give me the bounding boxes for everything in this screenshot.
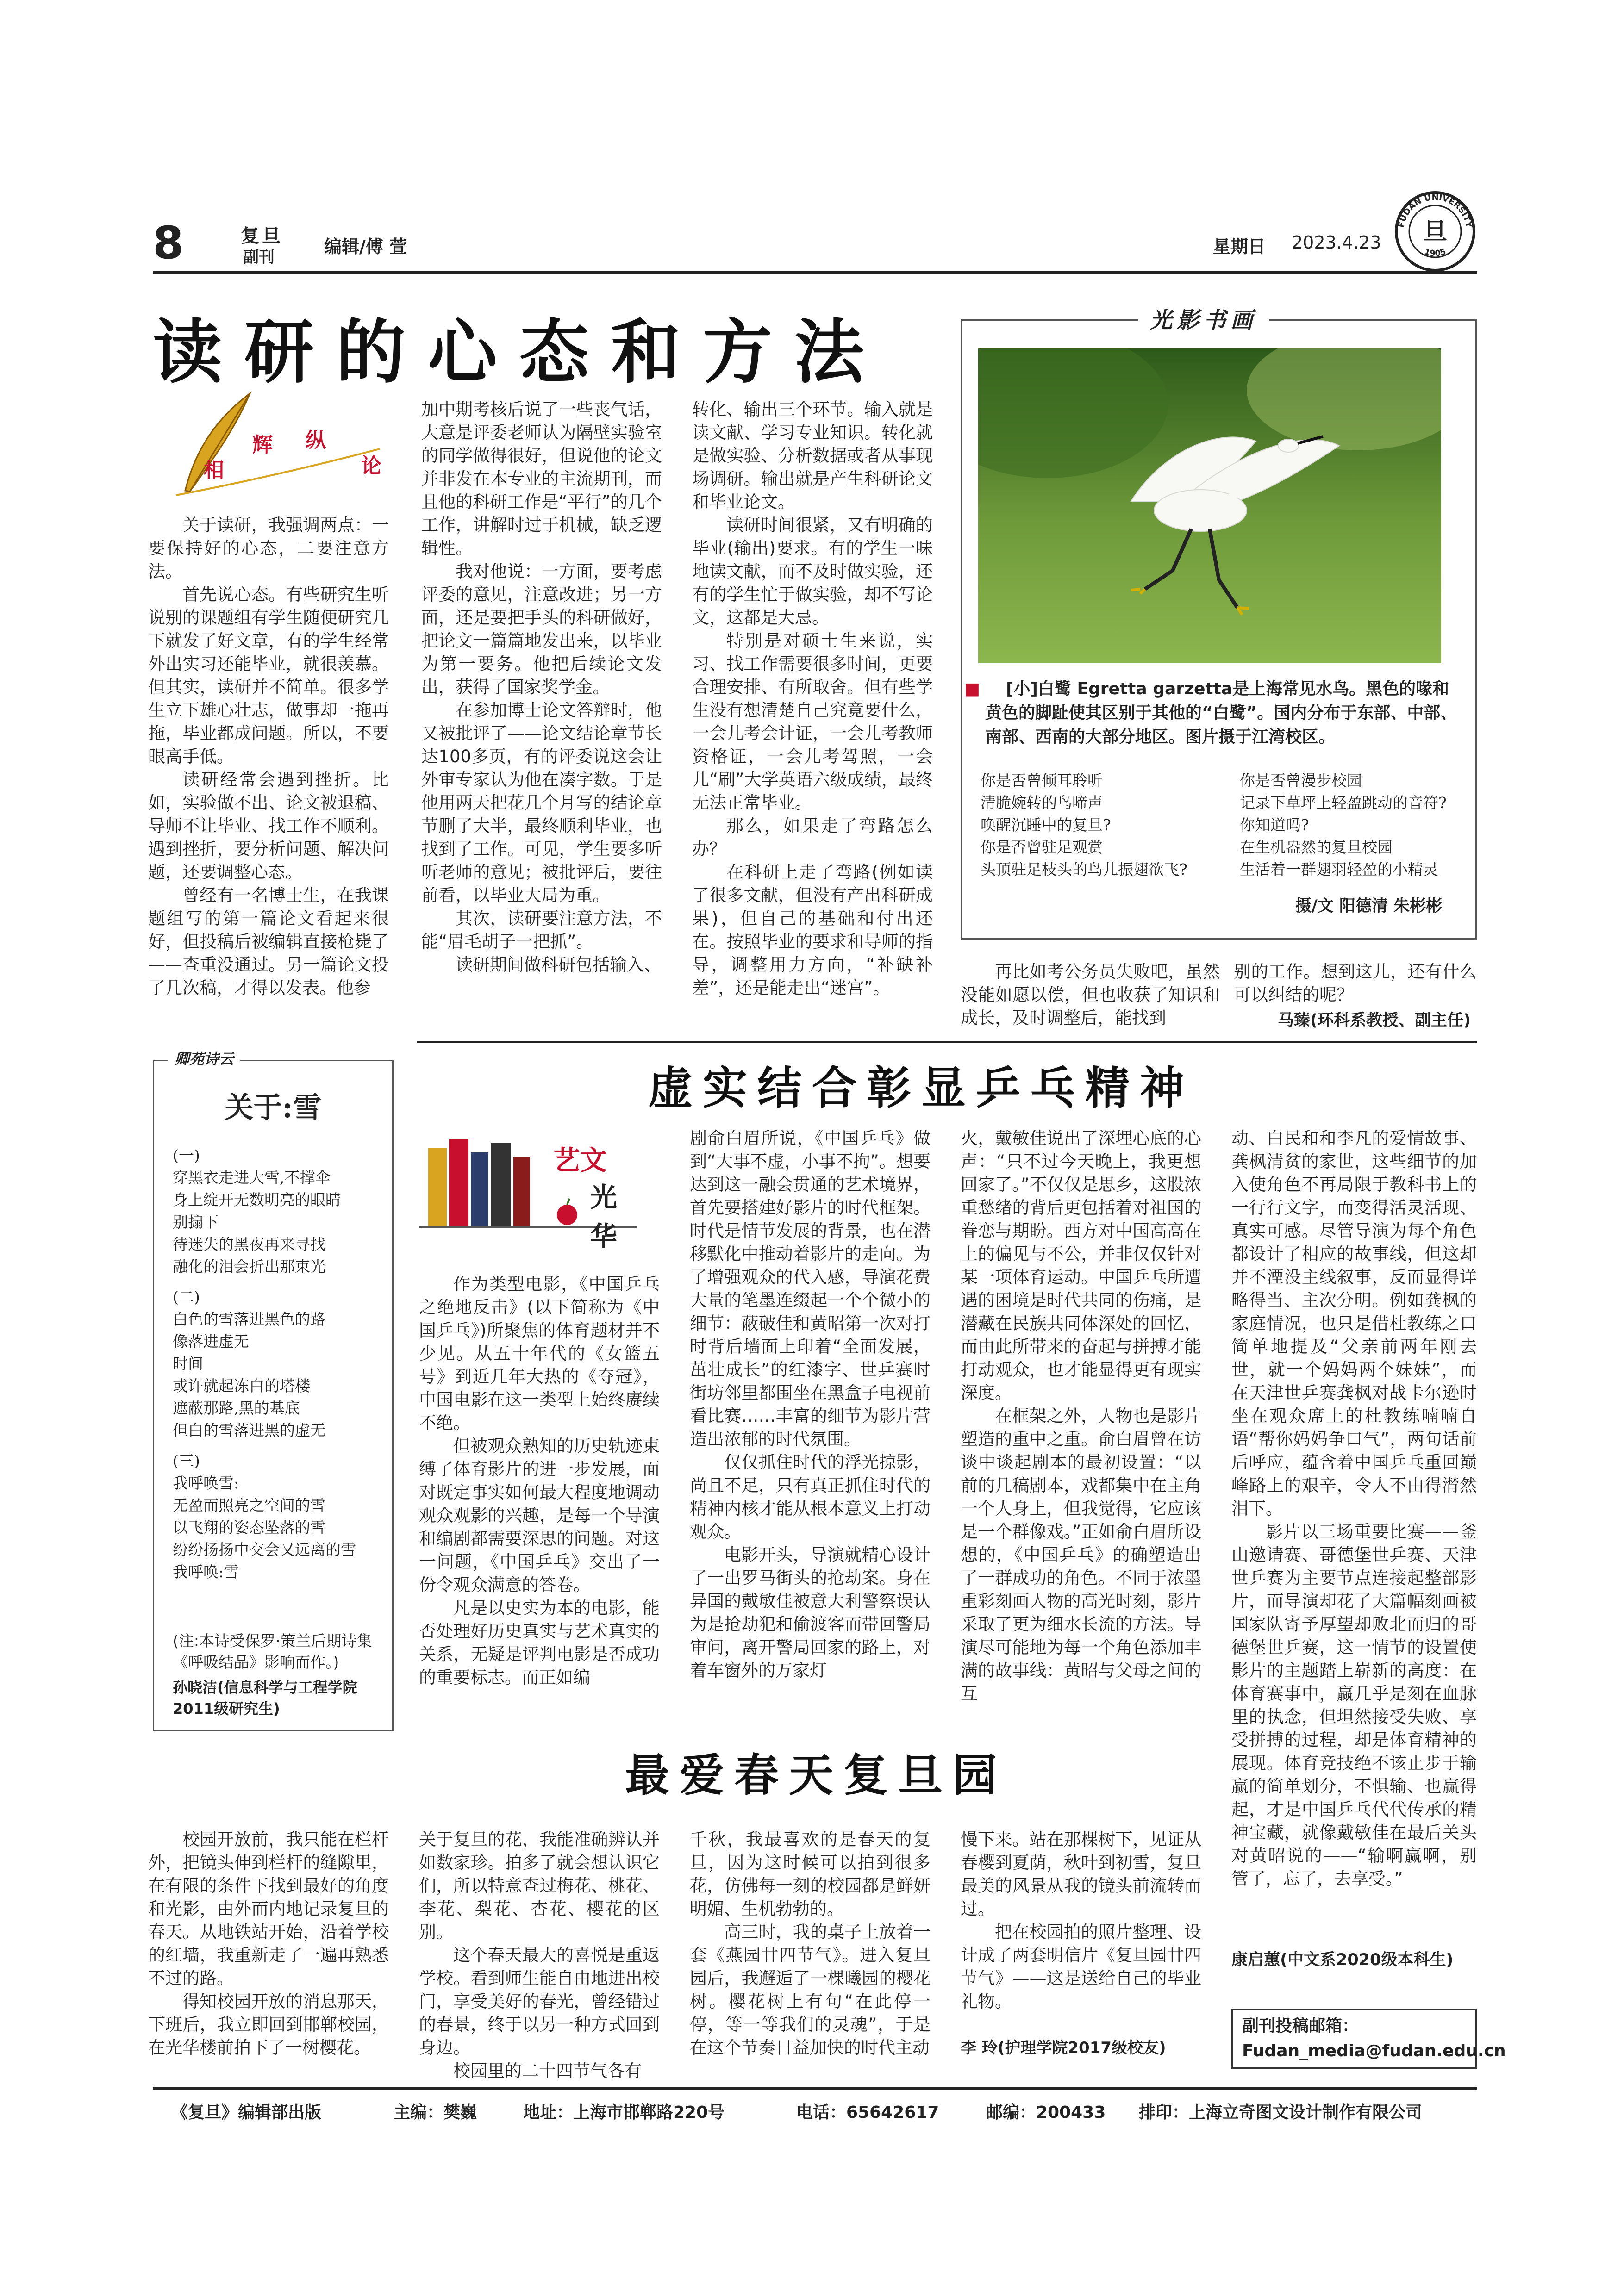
poem-section-1 (173, 1145, 386, 1278)
article3-col3 (690, 1828, 931, 2060)
caption-marker: ■ (964, 679, 981, 698)
article2-col1-p2: 但被观众熟知的历史轨迹束缚了体育影片的进一步发展，面对既定事实如何最大程度地调动观众观影的兴趣，是每一个导演和编剧都需要深思的问题。对这一问题，《中国乒乓》交出了一份令观众满意的答卷。 (419, 1436, 660, 1595)
quill-icon (157, 384, 389, 500)
photo-poem-left-3: 唤醒沉睡中的复旦? (981, 816, 1111, 834)
photo-poem-right-4: 在生机盎然的复旦校园 (1240, 838, 1393, 856)
article3-col1-p1: 校园开放前，我只能在栏杆外，把镜头伸到栏杆的缝隙里，在有限的条件下找到最好的角度和光影，由外而内地记录复旦的春天。从地铁站开始，沿着学校的红墙，我重新走了一遍再熟悉不过的路。 (148, 1829, 389, 1988)
article1-col2-p1: 加中期考核后说了一些丧气话，大意是评委老师认为隔壁实验室的同学做得很好，但说他的论文并非发在本专业的主流期刊，而且他的科研工作是“平行”的几个工作，讲解时过于机械，缺乏逻辑性。 (421, 399, 662, 558)
photo-column-title (1138, 302, 1269, 334)
poem-line: 我呼唤雪: (173, 1474, 239, 1492)
article1-author: 马臻(环科系教授、副主任) (1278, 1011, 1471, 1030)
egret-photo-image (978, 348, 1441, 663)
article2-author: 康启蕙(中文系2020级本科生) (1231, 1951, 1454, 1969)
photo-poem-left (981, 770, 1221, 881)
weekday: 星期日 (1213, 236, 1266, 257)
article3-col4-p1: 慢下来。站在那棵树下，见证从春樱到夏荫，秋叶到初雪，复旦最美的风景从我的镜头前流转而过。 (961, 1829, 1201, 1919)
photo-poem-left-4: 你是否曾驻足观赏 (981, 838, 1103, 856)
editor-name: 编辑/傅 萱 (324, 236, 407, 257)
article1-col5 (1234, 960, 1477, 1007)
article2-col1 (419, 1273, 660, 1689)
footer-address: 地址：上海市邯郸路220号 (523, 2103, 725, 2122)
column-char-3: 纵 (306, 429, 326, 452)
article1-col1-p3: 读研经常会遇到挫折。比如，实验做不出、论文被退稿、导师不让毕业、找工作不顺利。遇到挫折，要分析问题、解决问题，还要调整心态。 (148, 770, 389, 882)
photo-caption (964, 677, 1457, 749)
poem-line: 融化的泪会折出那束光 (173, 1257, 325, 1276)
article2-col4 (1231, 1127, 1477, 1891)
poem-author: 孙晓洁(信息科学与工程学院2011级研究生) (173, 1679, 357, 1717)
footer-publisher: 《复旦》编辑部出版 (171, 2103, 322, 2122)
photo-poem-left-1: 你是否曾倾耳聆听 (981, 772, 1103, 790)
article1-col1 (148, 514, 389, 1000)
article1-col3-p2: 读研时间很紧，又有明确的毕业(输出)要求。有的学生一味地读文献，而不及时做实验，还有的学生忙于做实验，却不写论文，这都是大忌。 (692, 515, 933, 628)
poem-note: (注:本诗受保罗·策兰后期诗集《呼吸结晶》影响而作。) (173, 1632, 372, 1671)
article2-col1-p3: 凡是以史实为本的电影，能否处理好历史真实与艺术真实的关系，无疑是评判电影是否成功的重要标志。而正如编 (419, 1598, 660, 1687)
article1-title: 读研的心态和方法 (153, 311, 887, 393)
poem-line: 无盈而照亮之空间的雪 (173, 1496, 325, 1514)
photo-poem-right (1240, 770, 1471, 881)
poem-section-3 (173, 1450, 386, 1583)
contribute-label: 副刊投稿邮箱： (1242, 2016, 1359, 2035)
fudan-seal-icon (1393, 190, 1477, 273)
article3-col1 (148, 1828, 389, 2060)
article3-col4 (961, 1828, 1201, 2013)
article1-col4-p1: 再比如考公务员失败吧，虽然没能如愿以偿，但也收获了知识和成长，及时调整后，能找到 (961, 962, 1220, 1028)
poem-line: 别搧下 (173, 1213, 219, 1231)
article1-col1-p2: 首先说心态。有些研究生听说别的课题组有学生随便研究几下就发了好文章，有的学生经常外出实习还能毕业，就很羡慕。但其实，读研并不简单。很多学生立下雄心壮志，做事却一拖再拖，毕业都成问题。所以，不要眼高手低。 (148, 585, 389, 766)
article1-col3-p4: 那么，如果走了弯路怎么办？ (692, 816, 933, 859)
poem-line: 像落进虚无 (173, 1332, 249, 1350)
article2-col2-p2: 仅仅抓住时代的浮光掠影，尚且不足，只有真正抓住时代的精神内核才能从根本意义上打动观众。 (690, 1452, 931, 1542)
footer-rule (153, 2087, 1477, 2090)
poem-line: 时间 (173, 1355, 203, 1373)
logo-text: FUDAN UNIVERSITY (1396, 192, 1474, 229)
column-char-2: 辉 (252, 433, 273, 457)
photo-credit: 摄/文 阳德清 朱彬彬 (1295, 897, 1443, 915)
poem-line: 穿黑衣走进大雪,不撑伞 (173, 1169, 331, 1187)
poem-line: 遮蔽那路,黑的基底 (173, 1399, 300, 1417)
article1-col3-p5: 在科研上走了弯路(例如读了很多文献，但没有产出科研成果)，但自己的基础和付出还在。按照毕业的要求和导师的指导，调整用力方向，“补缺补差”，还是能走出“迷宫”。 (692, 862, 933, 998)
poem-line: 待迷失的黑夜再来寻找 (173, 1235, 325, 1253)
page-footer (153, 2099, 1477, 2127)
article3-title: 最爱春天复旦园 (625, 1749, 1007, 1801)
article2-col4-p1: 动、白民和和李凡的爱情故事、龚枫清贫的家世，这些细节的加入使角色不再局限于教科书上的一行行文字，而变得活灵活现、真实可感。尽管导演为每个角色都设计了相应的故事线，但这却并不湮没主线叙事，反而显得详略得当、主次分明。例如龚枫的家庭情况，也只是借杜教练之口简单地提及“父亲前两年刚去世，就一个妈妈两个妹妹”，而在天津世乒赛龚枫对战卡尔逊时坐在观众席上的杜教练喃喃自语“帮你妈妈争口气”，两句话前后呼应，蕴含着中国乒乓重回巅峰路上的艰辛，令人不由得潸然泪下。 (1231, 1128, 1477, 1518)
article2-col3-p1: 火，戴敏佳说出了深埋心底的心声：“只不过今天晚上，我更想回家了。”不仅仅是思乡，这股浓重愁绪的背后更包括着对祖国的眷恋与期盼。西方对中国高高在上的偏见与不公，并非仅仅针对某一项体育运动。中国乒乓所遭遇的困境是时代共同的伤痛，是潜藏在民族共同体深处的回忆，而由此所带来的奋起与拼搏才能打动观众，也才能显得更有现实深度。 (961, 1128, 1201, 1403)
poem-line: 身上绽开无数明亮的眼睛 (173, 1191, 341, 1209)
article3-col1-p2: 得知校园开放的消息那天，下班后，我立即回到邯郸校园，在光华楼前拍下了一树樱花。 (148, 1991, 389, 2058)
poem-title: 关于:雪 (225, 1090, 322, 1124)
date: 2023.4.23 (1292, 232, 1381, 253)
column-logo-yiwen (419, 1129, 641, 1252)
poem-body (173, 1145, 386, 1583)
article1-col3-p1: 转化、输出三个环节。输入就是读文献、学习专业知识。转化就是做实验、分析数据或者从事现场调研。输出就是产生科研论文和毕业论文。 (692, 399, 933, 512)
poem-line: 纷纷扬扬中交会又远离的雪 (173, 1541, 356, 1559)
article2-col2-p1: 剧俞白眉所说，《中国乒乓》做到“大事不虚，小事不拘”。想要达到这一融会贯通的艺术境界，首先要搭建好影片的时代框架。时代是情节发展的背景，也在潜移默化中推动着影片的走向。为了增强观众的代入感，导演花费大量的笔墨连缀起一个个微小的细节：蔽破佳和黄昭第一次对打时背后墙面上印着“全面发展，茁壮成长”的红漆字、世乒赛时街坊邻里都围坐在黑盒子电视前看比赛……丰富的细节为影片营造出浓郁的时代氛围。 (690, 1128, 931, 1449)
page-number: 8 (153, 217, 184, 269)
photo-poem-right-3: 你知道吗? (1240, 816, 1309, 834)
photo-poem-left-2: 清脆婉转的鸟啼声 (981, 794, 1103, 812)
article3-col2 (419, 1828, 660, 2083)
poem-column-title (168, 1047, 240, 1069)
article2-col1-p1: 作为类型电影，《中国乒乓之绝地反击》(以下简称为《中国乒乓》)所聚焦的体育题材并不少见。从五十年代的《女篮五号》到近几年大热的《夺冠》，中国电影在这一类型上始终赓续不绝。 (419, 1274, 660, 1433)
article2-col4-p2: 影片以三场重要比赛——釜山邀请赛、哥德堡世乒赛、天津世乒赛为主要节点连接起整部影片，而导演却花了大篇幅刻画被国家队寄予厚望却败北而归的哥德堡世乒赛，这一情节的设置使影片的主题踏上崭新的高度：在体育赛事中，赢几乎是刻在血脉里的执念，但坦然接受失败、享受拼搏的过程，却是体育精神的展现。体育竞技绝不该止步于输赢的简单划分，不惧输、也赢得起，才是中国乒乓代代传承的精神宝藏，就像戴敏佳在最后关头对黄昭说的——“输啊赢啊，别管了，忘了，去享受。” (1231, 1522, 1477, 1889)
egret-photo (978, 348, 1441, 663)
article2-top-rule (417, 1041, 1477, 1043)
header-rule (153, 271, 1477, 274)
article1-col2-p4: 其次，读研要注意方法，不能“眉毛胡子一把抓”。 (421, 908, 662, 952)
footer-typeset: 排印：上海立奇图文设计制作有限公司 (1139, 2103, 1423, 2122)
article1-col2-p5: 读研期间做科研包括输入、 (456, 955, 661, 975)
article3-col3-p1: 千秋，我最喜欢的是春天的复旦，因为这时候可以拍到很多花，仿佛每一刻的校园都是鲜妍明媚、生机勃勃的。 (690, 1829, 931, 1919)
article1-col2-p3: 在参加博士论文答辩时，他又被批评了——论文结论章节长达100多页，有的评委说这会让外审专家认为他在凑字数。于是他用两天把花几个月写的结论章节删了大半，最终顺利毕业，也找到了工作。可见，学生要多听听老师的意见；被批评后，要往前看，以毕业大局为重。 (421, 700, 662, 905)
page-header (153, 218, 1477, 268)
photo-column-label: 光影书画 (1150, 307, 1258, 333)
article1-col1-p4: 曾经有一名博士生，在我课题组写的第一篇论文看起来很好，但投稿后被编辑直接枪毙了——查重没通过。另一篇论文投了几次稿，才得以发表。他参 (148, 885, 389, 998)
caption-text: [小]白鹭 Egretta garzetta是上海常见水鸟。黑色的喙和黄色的脚趾使其区别于其他的“白鹭”。国内分布于东部、中部、南部、西南的大部分地区。图片摄于江湾校区。 (985, 679, 1457, 747)
contribute-email[interactable]: Fudan_media@fudan.edu.cn (1242, 2041, 1506, 2060)
photo-poem-right-5: 生活着一群翅羽轻盈的小精灵 (1240, 860, 1438, 878)
article1-col3 (692, 398, 933, 1000)
paper-name: 复旦 (241, 225, 283, 247)
column-label-guanghua: 光华 (590, 1182, 618, 1252)
column-char-4: 论 (361, 454, 381, 478)
poem-line: 白色的雪落进黑色的路 (173, 1310, 325, 1328)
photo-poem-right-1: 你是否曾漫步校园 (1240, 772, 1362, 790)
article1-col4 (961, 960, 1220, 1030)
logo-char: 旦 (1423, 218, 1448, 246)
article3-col2-p2: 这个春天最大的喜悦是重返学校。看到师生能自由地进出校门，享受美好的春光，曾经错过的春景，终于以另一种方式回到身边。 (419, 1945, 660, 2058)
article1-col3-p3: 特别是对硕士生来说，实习、找工作需要很多时间，更要合理安排、有所取舍。但有些学生没有想清楚自己究竟要什么，一会儿考会计证，一会儿考教师资格证，一会儿考驾照，一会儿“刷”大学英语六级成绩，最终无法正常毕业。 (692, 631, 933, 813)
article1-col2-p2: 我对他说：一方面，要考虑评委的意见，注意改进；另一方面，还是要把手头的科研做好，把论文一篇篇地发出来，以毕业为第一要务。他把后续论文发出，获得了国家奖学金。 (421, 561, 662, 697)
article1-col2 (421, 398, 662, 977)
contribute-box (1231, 2009, 1506, 2069)
photo-poem-right-2: 记录下草坪上轻盈跳动的音符? (1240, 794, 1447, 812)
supplement-label: 副刊 (243, 248, 275, 267)
fudan-logo (1393, 190, 1477, 273)
footer-phone: 电话：65642617 (796, 2103, 939, 2122)
poem-line: 但白的雪落进黑的虚无 (173, 1421, 325, 1439)
article1-col1-p1: 关于读研，我强调两点：一要保持好的心态，二要注意方法。 (148, 515, 389, 581)
column-logo-xianghui (157, 384, 389, 500)
poem-line: 我呼唤:雪 (173, 1563, 239, 1581)
article2-col3 (961, 1127, 1201, 1705)
poem-section-1-num: (一) (173, 1146, 200, 1164)
article2-col3-p2: 在框架之外，人物也是影片塑造的重中之重。俞白眉曾在访谈中谈起剧本的最初设置：“以前的几稿剧本，戏都集中在主角一个人身上，但我觉得，它应该是一个群像戏。”正如俞白眉所设想的，《中国乒乓》的确塑造出了一群成功的角色。不同于浓墨重彩刻画人物的高光时刻，影片采取了更为细水长流的方法。导演尽可能地为每一个角色添加丰满的故事线：黄昭与父母之间的互 (961, 1406, 1201, 1704)
article3-author: 李 玲(护理学院2017级校友) (961, 2039, 1166, 2057)
article3-col2-p3: 校园里的二十四节气各有 (453, 2061, 642, 2081)
article3-col2-p1: 关于复旦的花，我能准确辨认并如数家珍。拍多了就会想认识它们，所以特意查过梅花、桃花、李花、梨花、杏花、樱花的区别。 (419, 1829, 660, 1942)
photo-box (961, 307, 1477, 940)
poem-section-3-num: (三) (173, 1452, 200, 1470)
article2-col2-p3: 电影开头，导演就精心设计了一出罗马街头的抢劫案。身在异国的戴敏佳被意大利警察误认为是抢劫犯和偷渡客而带回警局审问，离开警局回家的路上，对着车窗外的万家灯 (690, 1545, 931, 1680)
article1-col5-p1: 别的工作。想到这儿，还有什么可以纠结的呢？ (1234, 962, 1477, 1005)
poem-column-label: 卿苑诗云 (175, 1050, 234, 1068)
photo-poem-left-5: 头顶驻足枝头的鸟儿振翅欲飞? (981, 860, 1187, 878)
article2-col2 (690, 1127, 931, 1682)
footer-chief-editor: 主编：樊巍 (394, 2103, 477, 2122)
article3-col4-p2: 把在校园拍的照片整理、设计成了两套明信片《复旦园廿四节气》——这是送给自己的毕业礼物。 (961, 1922, 1201, 2011)
logo-year: 1905 (1423, 247, 1448, 259)
poem-line: 或许就起冻白的塔楼 (173, 1377, 310, 1395)
column-char-1: 相 (204, 459, 224, 482)
footer-postcode: 邮编：200433 (986, 2103, 1106, 2122)
article3-col3-p2: 高三时，我的桌子上放着一套《燕园廿四节气》。进入复旦园后，我邂逅了一棵曦园的樱花树。樱花树上有句“在此停一停，等一等我们的灵魂”，于是在这个节奏日益加快的时代主动 (690, 1922, 931, 2058)
poem-line: 以飞翔的姿态坠落的雪 (173, 1518, 325, 1537)
article2-title: 虚实结合彰显乒乓精神 (648, 1062, 1194, 1114)
column-label-yiwen: 艺文 (553, 1145, 607, 1176)
poem-section-2-num: (二) (173, 1288, 200, 1306)
poem-section-2 (173, 1286, 386, 1442)
poem-box (153, 1050, 394, 1731)
